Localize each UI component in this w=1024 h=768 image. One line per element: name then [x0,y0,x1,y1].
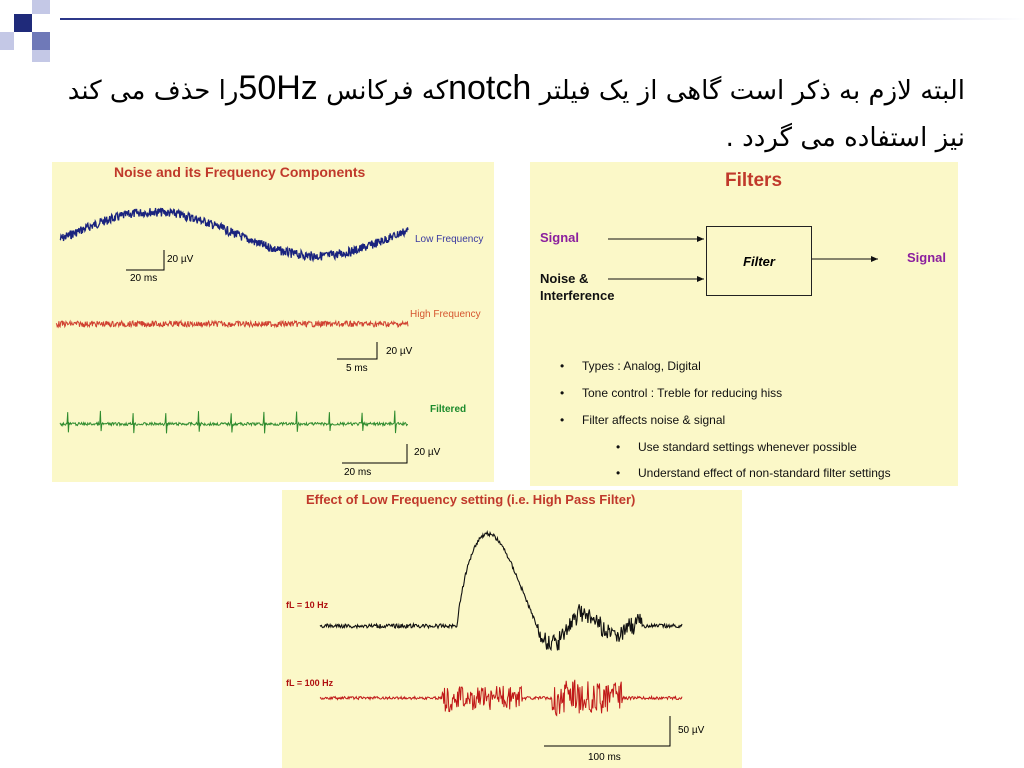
input-noise-label: Noise & Interference [540,271,615,303]
low-frequency-trace [60,208,408,260]
high-frequency-trace [56,321,408,327]
scale3-time: 20 ms [344,467,372,478]
sub-bullet-2: • Understand effect of non-standard filter settings [616,466,891,480]
slide-text-line-2 [30,118,965,158]
filter-box [706,226,812,296]
scale1-time: 20 ms [130,273,158,284]
filtered-label: Filtered [430,404,467,415]
scale2-time: 5 ms [346,363,368,374]
filter-box-label: Filter [743,253,775,269]
noise-frequency-panel [52,162,494,482]
scale1-amp: 20 µV [167,254,194,265]
bullet-1-text: Types : Analog, Digital [582,359,701,373]
text-part-2: که فرکانس [326,76,449,106]
bullet-3-text: Filter affects noise & signal [582,413,726,427]
scale-bar-2 [337,342,377,359]
output-signal-label: Signal [907,250,947,265]
fl-100hz-trace [320,680,682,716]
lowfreq-traces-svg [282,490,742,768]
text-part-3: را حذف می کند [67,76,239,106]
trace1-label: fL = 10 Hz [286,600,329,610]
filters-panel-title: Filters [725,170,783,191]
corner-square-blue [32,32,50,50]
bullet-2-text: Tone control : Treble for reducing hiss [582,386,783,400]
lowfreq-panel-title: Effect of Low Frequency setting (i.e. High Pass Filter) [306,492,636,507]
corner-square-light-2 [0,32,14,50]
high-frequency-label: High Frequency [410,309,481,320]
text-50hz: 50Hz [238,69,318,107]
header-rule [60,18,1024,20]
trace2-label: fL = 100 Hz [286,678,334,688]
lowfreq-scale-time: 100 ms [588,752,621,763]
lowfreq-scale-amp: 50 µV [678,725,705,736]
scale3-amp: 20 µV [414,447,441,458]
corner-square-navy [14,14,32,32]
low-frequency-setting-panel [282,490,742,768]
filter-diagram-svg [530,162,958,486]
bullet-3: • Filter affects noise & signal [560,413,726,427]
noise-traces-svg [52,162,494,482]
sub-bullet-1: • Use standard settings whenever possible [616,440,857,454]
scale-bar-3 [342,444,407,463]
filtered-trace [60,411,408,434]
text-line-2: نیز استفاده می گردد . [725,123,965,153]
sub-bullet-1-text: Use standard settings whenever possible [638,440,857,454]
scale2-amp: 20 µV [386,346,413,357]
noise-panel-title: Noise and its Frequency Components [114,164,366,180]
bullet-2: • Tone control : Treble for reducing hiss [560,386,783,400]
slide-text-line-1 [30,68,965,111]
corner-square-light-3 [32,50,50,62]
sub-bullet-2-text: Understand effect of non-standard filter settings [638,466,891,480]
scale-bar-1 [126,250,164,270]
input-signal-label: Signal [540,230,580,245]
fl-10hz-trace [320,532,682,651]
lowfreq-scale-bar [544,716,670,746]
low-frequency-label: Low Frequency [415,234,484,245]
text-part-1: البته لازم به ذکر است گاهی از یک فیلتر [539,76,965,106]
text-notch: notch [448,69,532,107]
bullet-1: • Types : Analog, Digital [560,359,701,373]
corner-square-light-1 [32,0,50,14]
filters-panel [530,162,958,486]
